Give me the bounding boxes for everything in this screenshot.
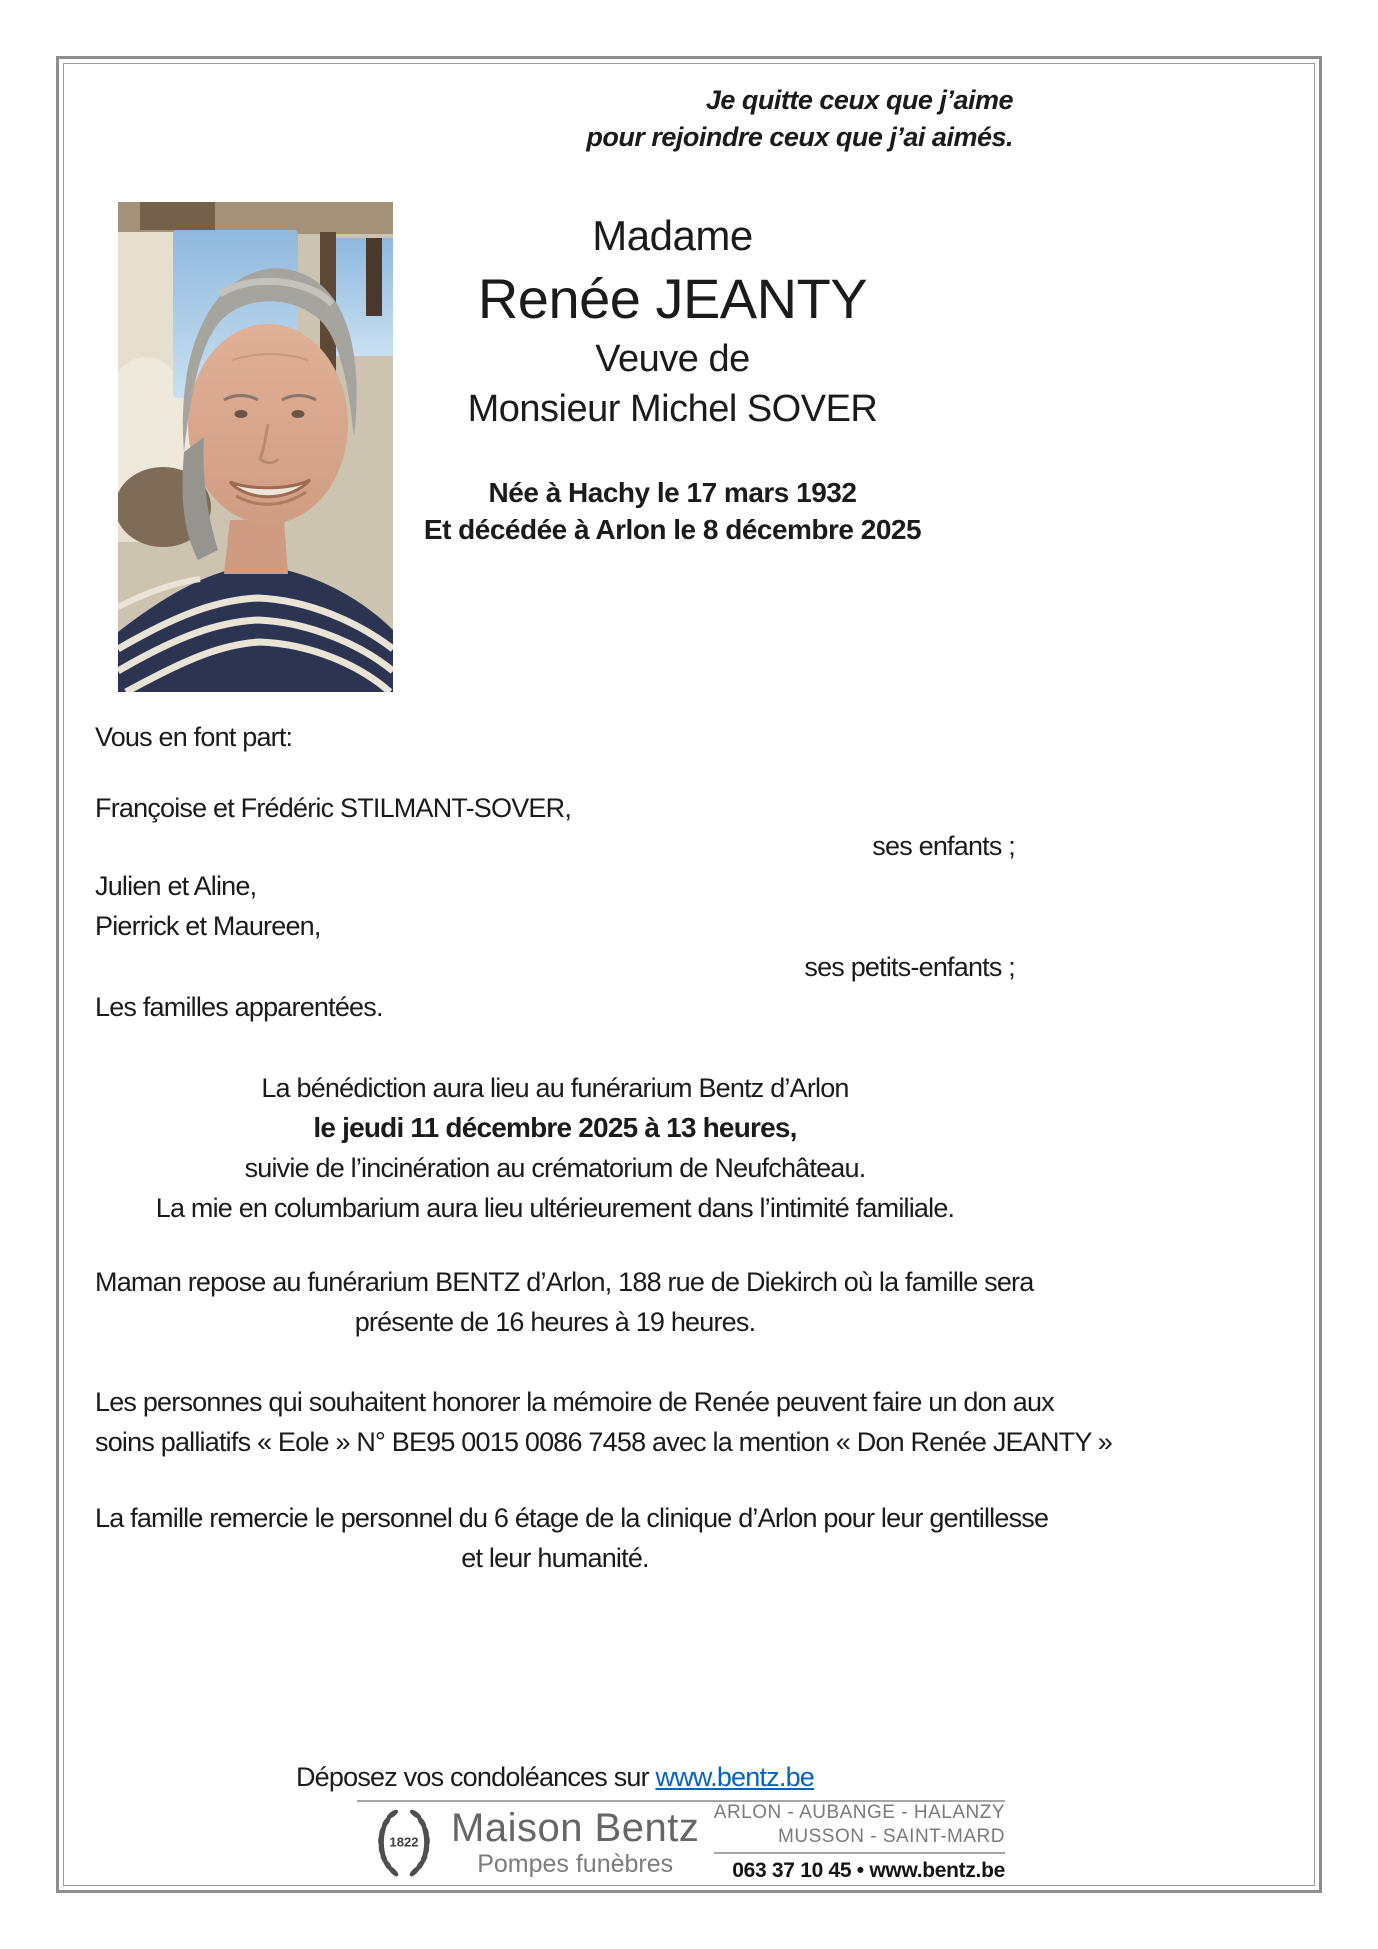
children-label: ses enfants ;	[872, 831, 1015, 861]
repose-line-1: Maman repose au funérarium BENTZ d’Arlon, 188 rue de Diekirch où la famille sera	[95, 1267, 1034, 1297]
related-families: Les familles apparentées.	[95, 992, 383, 1022]
deceased-honorific: Madame	[592, 212, 753, 259]
birth-line: Née à Hachy le 17 mars 1932	[488, 477, 857, 508]
condolences-text: Déposez vos condoléances sur	[295, 1762, 656, 1792]
ceremony-date-line: le jeudi 11 décembre 2025 à 13 heures,	[313, 1112, 797, 1143]
brand-block	[451, 1806, 699, 1878]
cities-line-2: MUSSON - SAINT-MARD	[778, 1825, 1005, 1847]
laurel-wreath-icon	[373, 1805, 435, 1879]
brand-name: Maison Bentz	[451, 1806, 700, 1850]
thanks-line-1: La famille remercie le personnel du 6 étage de la clinique d’Arlon pour leur gentillesse	[95, 1503, 1049, 1533]
grandchildren-names-1: Julien et Aline,	[95, 871, 257, 901]
epitaph-quote	[300, 82, 1013, 156]
grandchildren-label: ses petits-enfants ;	[804, 952, 1015, 982]
deceased-dates	[330, 474, 1015, 548]
donation-line-1: Les personnes qui souhaitent honorer la mémoire de Renée peuvent faire un don aux	[95, 1387, 1054, 1417]
epitaph-line-2: pour rejoindre ceux que j’ai aimés.	[586, 122, 1013, 152]
cities-block	[714, 1801, 1005, 1884]
cities-divider	[714, 1852, 1005, 1854]
deceased-name: Renée JEANTY	[477, 267, 868, 330]
ceremony-line-3: suivie de l’incinération au crématorium de Neufchâteau.	[244, 1153, 866, 1183]
thanks-paragraph	[95, 1498, 1049, 1578]
founding-year: 1822	[389, 1834, 419, 1850]
ceremony-paragraph	[95, 1068, 1015, 1228]
children-names: Françoise et Frédéric STILMANT-SOVER,	[95, 793, 572, 823]
repose-paragraph	[95, 1262, 1034, 1342]
deceased-widow-of: Veuve de	[595, 338, 750, 380]
ceremony-line-1: La bénédiction aura lieu au funérarium Bentz d’Arlon	[261, 1073, 849, 1103]
thanks-line-2: et leur humanité.	[461, 1543, 649, 1573]
donation-line-2: soins palliatifs « Eole » N° BE95 0015 0086 7458 avec la mention « Don Renée JEANTY »	[95, 1427, 1112, 1457]
condolences-line	[95, 1757, 1015, 1797]
repose-line-2: présente de 16 heures à 19 heures.	[354, 1307, 756, 1337]
phone-website: 063 37 10 45 • www.bentz.be	[732, 1858, 1005, 1882]
grandchildren-names-2: Pierrick et Maureen,	[95, 911, 321, 941]
announcement-intro: Vous en font part:	[95, 722, 293, 752]
donation-paragraph	[95, 1382, 1112, 1462]
ceremony-line-4: La mie en columbarium aura lieu ultérieurement dans l’intimité familiale.	[155, 1193, 955, 1223]
cities-line-1: ARLON - AUBANGE - HALANZY	[713, 1801, 1005, 1823]
death-line: Et décédée à Arlon le 8 décembre 2025	[423, 514, 922, 545]
deceased-title-block	[330, 208, 1015, 548]
brand-subtitle: Pompes funèbres	[477, 1850, 674, 1878]
condolences-website-link[interactable]: www.bentz.be	[655, 1762, 815, 1792]
epitaph-line-1: Je quitte ceux que j’aime	[705, 85, 1013, 115]
footer-logo-block	[357, 1801, 1005, 1882]
deceased-spouse-name: Monsieur Michel SOVER	[467, 388, 878, 430]
